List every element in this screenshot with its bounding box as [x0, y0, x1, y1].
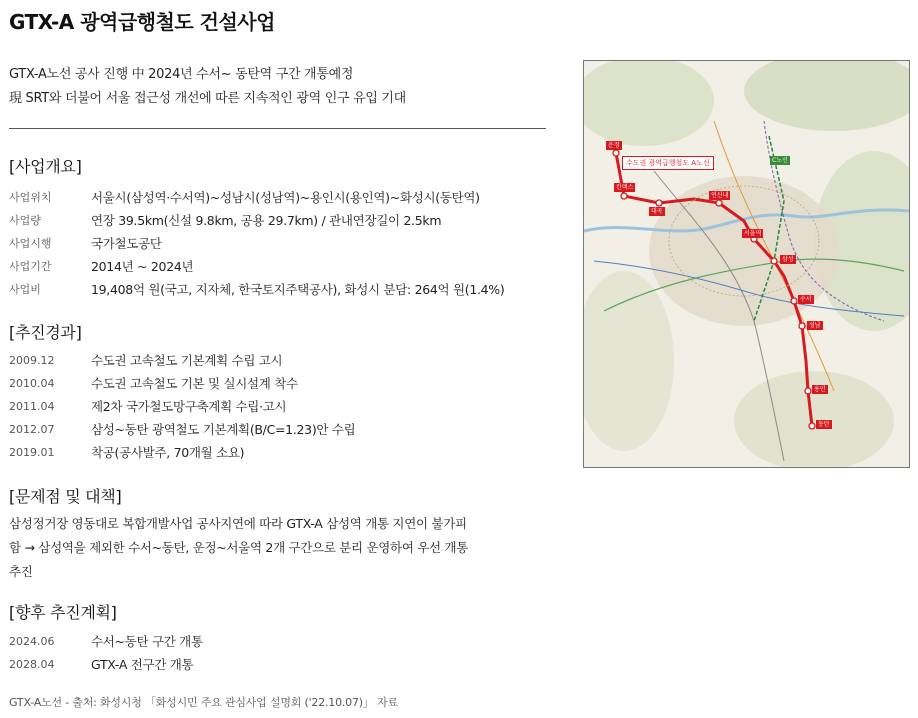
map-station-label: 삼성 — [782, 256, 794, 263]
map-station-label: 대곡 — [651, 208, 663, 215]
progress-event: 제2차 국가철도망구축계획 수립·고시 — [91, 399, 287, 414]
plan-row — [9, 653, 569, 676]
overview-key: 사업시행 — [9, 237, 52, 250]
progress-date: 2010.04 — [9, 377, 55, 390]
overview-value: 서울시(삼성역·수서역)~성남시(성남역)~용인시(용인역)~화성시(동탄역) — [91, 190, 480, 205]
plan-date: 2028.04 — [9, 658, 55, 671]
route-map-image — [583, 60, 910, 468]
progress-row — [9, 372, 569, 395]
progress-row — [9, 418, 569, 441]
overview-row — [9, 232, 569, 255]
progress-row — [9, 349, 569, 372]
map-legend: 수도권 광역급행철도 A노선 — [622, 156, 714, 170]
map-station-label: 수서 — [800, 296, 812, 303]
map-station-label: 연신내 — [711, 192, 729, 199]
progress-list — [9, 349, 569, 464]
overview-value: 2014년 ~ 2024년 — [91, 259, 194, 274]
progress-row — [9, 395, 569, 418]
map-station-label: 성남 — [809, 322, 821, 329]
section-heading-progress: [추진경과] — [9, 323, 82, 342]
section-heading-overview: [사업개요] — [9, 157, 82, 176]
map-station-label: 운정 — [608, 142, 620, 149]
map-station-label: 용인 — [814, 386, 826, 393]
source-footnote: GTX-A노선 - 출처: 화성시청 「화성시민 주요 관심사업 설명회 ('22.10.07)」 자료 — [9, 696, 398, 709]
plan-row — [9, 630, 569, 653]
overview-row — [9, 255, 569, 278]
overview-row — [9, 186, 569, 209]
summary-line: 現 SRT와 더불어 서울 접근성 개선에 따른 지속적인 광역 인구 유입 기대 — [9, 91, 406, 106]
progress-date: 2019.01 — [9, 446, 55, 459]
map-station-label: 동탄 — [818, 421, 830, 428]
overview-list — [9, 186, 569, 301]
plan-event: GTX-A 전구간 개통 — [91, 657, 194, 672]
overview-value: 19,408억 원(국고, 지자체, 한국토지주택공사), 화성시 분담: 264억 원(1.4%) — [91, 282, 505, 297]
divider — [9, 128, 546, 129]
overview-value: 국가철도공단 — [91, 236, 162, 251]
progress-date: 2011.04 — [9, 400, 55, 413]
overview-row — [9, 209, 569, 232]
plan-list — [9, 630, 569, 676]
progress-event: 삼성~동탄 광역철도 기본계획(B/C=1.23)안 수립 — [91, 422, 356, 437]
section-heading-issues: [문제점 및 대책] — [9, 487, 122, 506]
summary — [9, 63, 549, 111]
overview-key: 사업위치 — [9, 191, 52, 204]
progress-date: 2012.07 — [9, 423, 55, 436]
progress-row — [9, 441, 569, 464]
map-station-label: 서울역 — [744, 230, 762, 237]
progress-date: 2009.12 — [9, 354, 55, 367]
overview-row — [9, 278, 569, 301]
page-title: GTX-A 광역급행철도 건설사업 — [9, 10, 275, 34]
overview-value: 연장 39.5km(신설 9.8km, 공용 29.7km) / 관내연장길이 2.5km — [91, 213, 442, 228]
progress-event: 수도권 고속철도 기본 및 실시설계 착수 — [91, 376, 298, 391]
map-illustration — [584, 61, 909, 467]
plan-event: 수서~동탄 구간 개통 — [91, 634, 203, 649]
plan-date: 2024.06 — [9, 635, 55, 648]
map-station-label: 킨텍스 — [616, 184, 634, 191]
overview-key: 사업비 — [9, 283, 41, 296]
summary-line: GTX-A노선 공사 진행 中 2024년 수서~ 동탄역 구간 개통예정 — [9, 67, 354, 82]
progress-event: 착공(공사발주, 70개월 소요) — [91, 445, 245, 460]
overview-key: 사업기간 — [9, 260, 52, 273]
overview-key: 사업량 — [9, 214, 41, 227]
progress-event: 수도권 고속철도 기본계획 수립 고시 — [91, 353, 283, 368]
map-line-label: C노선 — [772, 157, 788, 164]
issues-text: 삼성정거장 영동대로 복합개발사업 공사지연에 따라 GTX-A 삼성역 개통 지연이 불가피함 → 삼성역을 제외한 수서~동탄, 운정~서울역 2개 구간으로 분리 운영하여 우선 개통 추진 — [9, 516, 469, 579]
section-heading-plan: [향후 추진계획] — [9, 603, 117, 622]
